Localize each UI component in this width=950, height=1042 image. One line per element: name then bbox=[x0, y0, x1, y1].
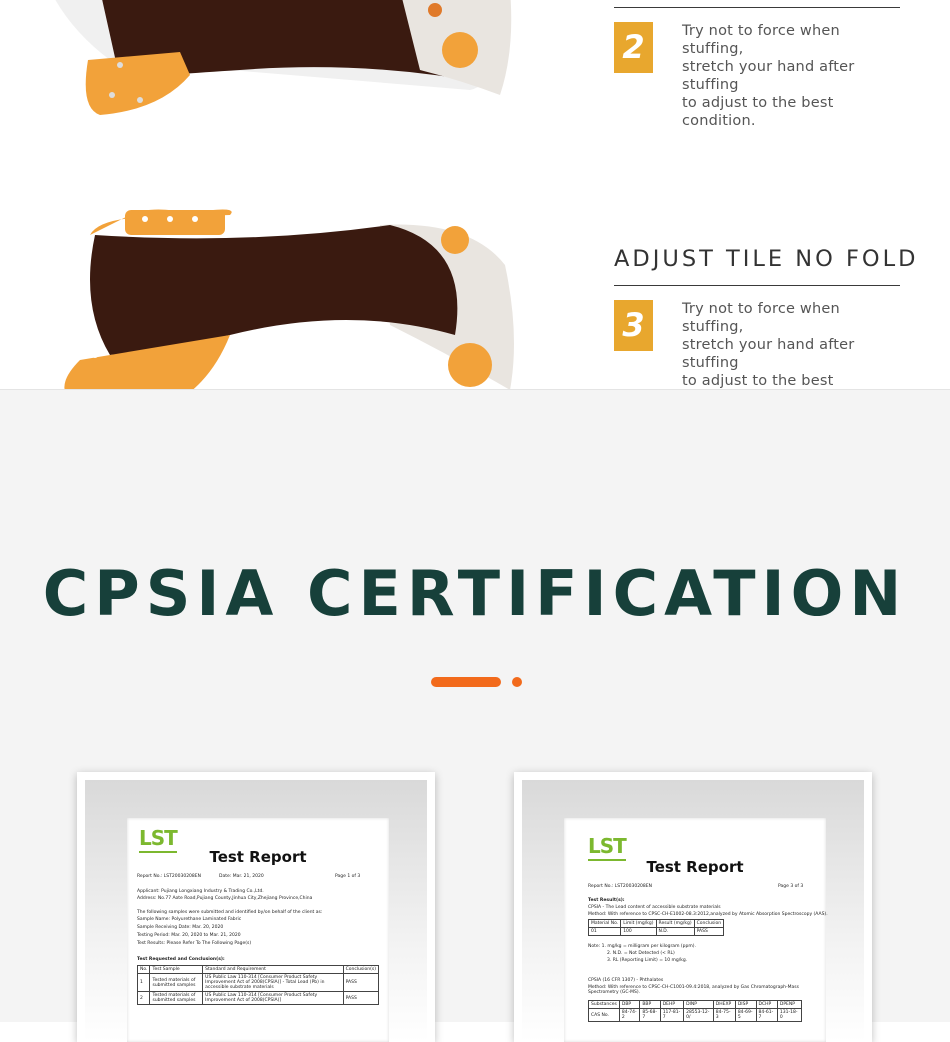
table-row bbox=[589, 1009, 802, 1022]
table-header-row bbox=[589, 1001, 802, 1009]
step-2-number: 2 bbox=[614, 22, 653, 73]
diaper-image-2 bbox=[50, 205, 520, 420]
method-line: Method: With reference to CPSC-CH-E1002-08.3:2012,analyzed by Atomic Absorption Spectroscopy (AAS). bbox=[588, 912, 828, 917]
table-cell: US Public Law 110-314 [Consumer Product Safety Improvement Act of 2008(CPSIA)] bbox=[203, 992, 343, 1005]
table-header-cell: Material No. bbox=[589, 920, 621, 928]
step-3-rule bbox=[614, 285, 900, 286]
report-title: Test Report bbox=[209, 848, 307, 866]
table-row bbox=[138, 992, 379, 1005]
report-sample-name: Sample Name: Polyurethane Laminated Fabric bbox=[137, 917, 242, 922]
certificate-frame-1 bbox=[77, 772, 435, 1042]
table-header-row bbox=[589, 920, 724, 928]
results-heading: Test Result(s): bbox=[588, 898, 625, 903]
step-3-number: 3 bbox=[614, 300, 653, 351]
table-header-cell: Test Sample bbox=[150, 966, 203, 974]
table-header-cell: DPENP bbox=[777, 1001, 801, 1009]
step-2-rule bbox=[614, 7, 900, 8]
step-2 bbox=[614, 0, 900, 129]
table-header-cell: BBP bbox=[640, 1001, 660, 1009]
report-address: Address: No.77 Aote Road,Pujiang County,Jinhua City,Zhejiang Province,China bbox=[137, 896, 313, 901]
table-row bbox=[138, 974, 379, 992]
step-3 bbox=[614, 246, 919, 389]
note-line: 3. RL (Reporting Limit) = 10 mg/kg. bbox=[607, 958, 688, 963]
accent-dot bbox=[512, 677, 522, 687]
stuffing-steps-section bbox=[0, 0, 950, 390]
table-header-cell: Result (mg/kg) bbox=[656, 920, 694, 928]
certification-title: CPSIA CERTIFICATION bbox=[42, 557, 908, 630]
report-section-heading: Test Requested and Conclusion(s): bbox=[137, 957, 225, 962]
report-testing-period: Testing Period: Mar. 20, 2020 to Mar. 21, 2020 bbox=[137, 933, 241, 938]
table-cell: 85-68-7 bbox=[640, 1009, 660, 1022]
table-header-cell: DBP bbox=[619, 1001, 639, 1009]
table-cell: 28553-12-0/ bbox=[684, 1009, 714, 1022]
table-cell: PASS bbox=[343, 992, 378, 1005]
step-3-desc-line: Try not to force when stuffing, bbox=[682, 301, 840, 335]
table-header-cell: Limit (mg/kg) bbox=[621, 920, 656, 928]
table-header-cell: Conclusion(s) bbox=[343, 966, 378, 974]
report-number: Report No.: LST20030208EN bbox=[588, 884, 652, 889]
cpsia-phthalates-line: CPSIA (16 CFR 1307) - Phthalates bbox=[588, 978, 664, 983]
table-header-cell: DCHP bbox=[756, 1001, 777, 1009]
phthalates-table bbox=[588, 1000, 802, 1022]
table-header-cell: DEHP bbox=[660, 1001, 683, 1009]
report-applicant: Applicant: Pujiang Longxiang Industry & Trading Co.,Ltd. bbox=[137, 889, 264, 894]
table-header-cell: DISP bbox=[735, 1001, 756, 1009]
lead-result-table bbox=[588, 919, 724, 936]
method-2-line: Method: With reference to CPSC-CH-C1001-09.4:2018, analyzed by Gas Chromatograph-Mass Spectrometry (GC-MS). bbox=[588, 985, 799, 995]
table-cell: CAS No. bbox=[589, 1009, 620, 1022]
step-2-description bbox=[682, 22, 904, 130]
report-page: Page 3 of 3 bbox=[778, 884, 804, 889]
table-cell: 131-18-0 bbox=[777, 1009, 801, 1022]
logo-text: LST bbox=[139, 826, 177, 850]
table-header-cell: Conclusion bbox=[694, 920, 724, 928]
note-line: Note: 1. mg/kg = milligram per kilogram (ppm). bbox=[588, 944, 696, 949]
table-cell: 01 bbox=[589, 928, 621, 936]
step-2-desc-line: Try not to force when stuffing, bbox=[682, 23, 840, 57]
step-2-desc-line: stretch your hand after stuffing bbox=[682, 59, 855, 93]
step-3-desc-line: stretch your hand after stuffing bbox=[682, 337, 855, 371]
table-header-cell: DHEXP bbox=[713, 1001, 735, 1009]
table-cell: 84-75-3 bbox=[713, 1009, 735, 1022]
note-line: 2. N.D. = Not Detected (< RL) bbox=[607, 951, 675, 956]
table-cell: PASS bbox=[343, 974, 378, 992]
logo-text: LST bbox=[588, 834, 626, 858]
table-header-cell: DINP bbox=[684, 1001, 714, 1009]
report-date: Date: Mar. 21, 2020 bbox=[219, 874, 264, 879]
diaper-image-1 bbox=[40, 0, 520, 130]
table-cell: 2 bbox=[138, 992, 150, 1005]
table-cell: 1 bbox=[138, 974, 150, 992]
report-conclusion-table bbox=[137, 965, 379, 1005]
report-title: Test Report bbox=[646, 858, 744, 876]
accent-bar bbox=[431, 677, 501, 687]
table-header-cell: No. bbox=[138, 966, 150, 974]
report-receiving-date: Sample Receiving Date: Mar. 20, 2020 bbox=[137, 925, 224, 930]
table-cell: N.D. bbox=[656, 928, 694, 936]
table-header-cell: Substances bbox=[589, 1001, 620, 1009]
test-report-page-1 bbox=[127, 818, 389, 1042]
table-header-cell: Standard and Requirement bbox=[203, 966, 343, 974]
lst-logo bbox=[588, 834, 626, 861]
table-cell: 84-74-2 bbox=[619, 1009, 639, 1022]
cpsia-lead-line: CPSIA - The Lead content of accessible substrate materials bbox=[588, 905, 721, 910]
table-cell: Tested materials of submitted samples bbox=[150, 974, 203, 992]
report-test-results: Test Results: Please Refer To The Following Page(s) bbox=[137, 941, 252, 946]
step-3-desc-line: to adjust to the best bbox=[682, 373, 834, 389]
step-3-heading: ADJUST TILE NO FOLD bbox=[614, 246, 919, 272]
table-cell: 100 bbox=[621, 928, 656, 936]
report-intro: The following samples were submitted and identified by/on behalf of the client as: bbox=[137, 910, 323, 915]
table-cell: 117-81-7 bbox=[660, 1009, 683, 1022]
table-cell: 84-69-5 bbox=[735, 1009, 756, 1022]
table-cell: PASS bbox=[694, 928, 724, 936]
table-row bbox=[589, 928, 724, 936]
report-number: Report No.: LST20030208EN bbox=[137, 874, 201, 879]
step-2-desc-line: to adjust to the best condition. bbox=[682, 95, 834, 129]
table-header-row bbox=[138, 966, 379, 974]
section-divider bbox=[0, 389, 950, 390]
test-report-page-3 bbox=[564, 818, 826, 1042]
table-cell: 84-61-7 bbox=[756, 1009, 777, 1022]
table-cell: Tested materials of submitted samples bbox=[150, 992, 203, 1005]
report-page: Page 1 of 3 bbox=[335, 874, 361, 879]
certificate-frame-2 bbox=[514, 772, 872, 1042]
table-cell: US Public Law 110-314 [Consumer Product Safety Improvement Act of 2008(CPSIA)] - Total Lead (Pb) in accessible substrate materials bbox=[203, 974, 343, 992]
